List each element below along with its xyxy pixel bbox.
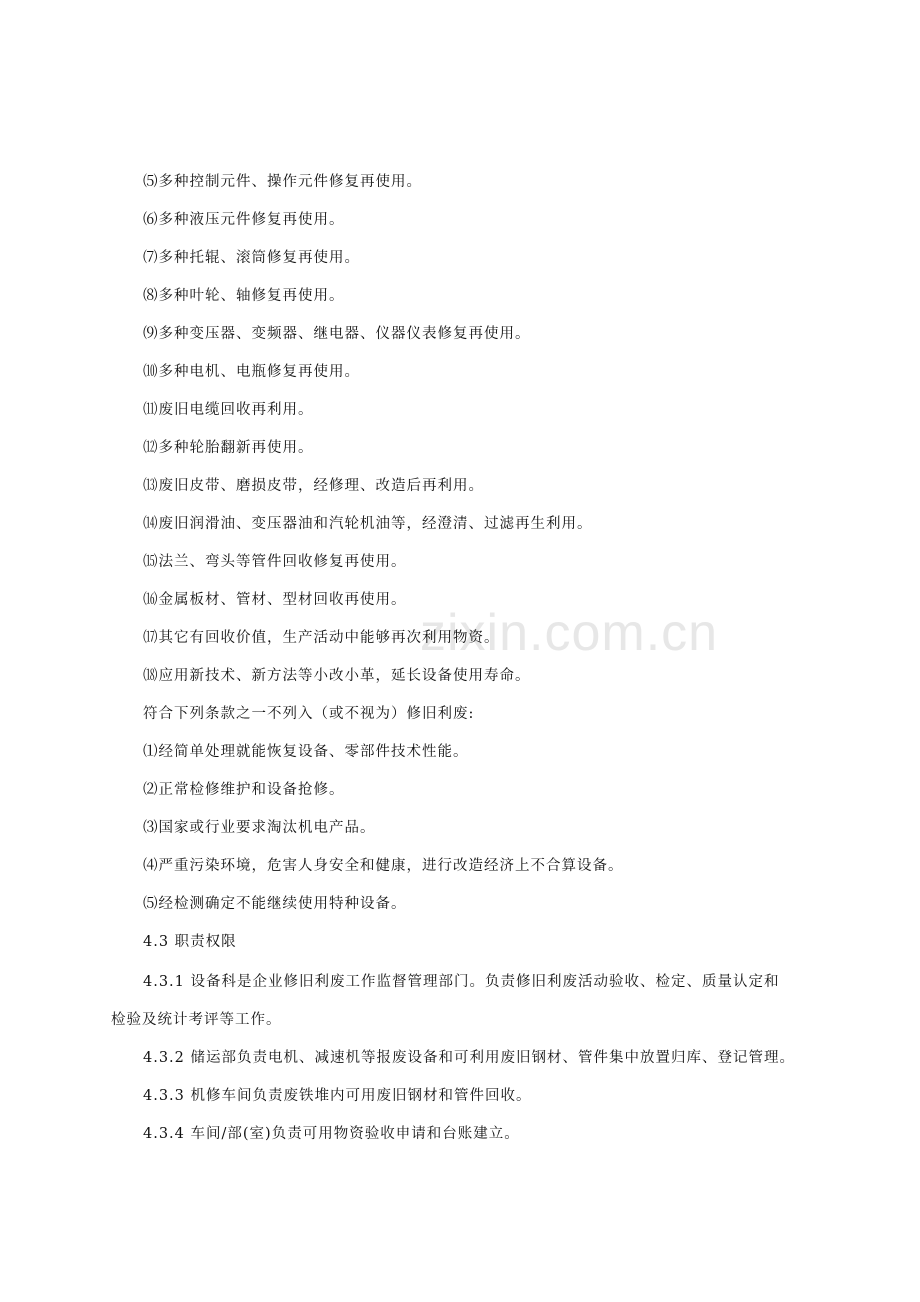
clause-4-3-1: 4.3.1 设备科是企业修旧利废工作监督管理部门。负责修旧利废活动验收、检定、质量认定和 <box>143 974 780 990</box>
list-item-17: ⒄其它有回收价值，生产活动中能够再次利用物资。 <box>143 630 500 646</box>
list-item-7: ⑺多种托辊、滚筒修复再使用。 <box>143 250 360 266</box>
watermark: zixin.com.cn <box>420 604 719 662</box>
list-item-14: ⒁废旧润滑油、变压器油和汽轮机油等，经澄清、过滤再生利用。 <box>143 516 593 532</box>
section-heading-4-3: 4.3 职责权限 <box>143 934 237 950</box>
list-item-11: ⑾废旧电缆回收再利用。 <box>143 402 314 418</box>
exclusion-item-1: ⑴经简单处理就能恢复设备、零部件技术性能。 <box>143 744 469 760</box>
list-item-18: ⒅应用新技术、新方法等小改小革，延长设备使用寿命。 <box>143 668 531 684</box>
clause-4-3-1-continued: 检验及统计考评等工作。 <box>111 1012 282 1028</box>
clause-4-3-2: 4.3.2 储运部负责电机、减速机等报废设备和可利用废旧钢材、管件集中放置归库、登记管理。 <box>143 1050 795 1066</box>
list-item-8: ⑻多种叶轮、轴修复再使用。 <box>143 288 345 304</box>
exclusion-item-5: ⑸经检测确定不能继续使用特种设备。 <box>143 896 407 912</box>
list-item-16: ⒃金属板材、管材、型材回收再使用。 <box>143 592 407 608</box>
clause-4-3-4: 4.3.4 车间/部(室)负责可用物资验收申请和台账建立。 <box>143 1126 520 1142</box>
list-item-13: ⒀废旧皮带、磨损皮带，经修理、改造后再利用。 <box>143 478 484 494</box>
list-item-6: ⑹多种液压元件修复再使用。 <box>143 212 345 228</box>
exclusion-item-4: ⑷严重污染环境，危害人身安全和健康，进行改造经济上不合算设备。 <box>143 858 624 874</box>
exclusion-intro: 符合下列条款之一不列入（或不视为）修旧利废: <box>143 706 475 722</box>
exclusion-item-2: ⑵正常检修维护和设备抢修。 <box>143 782 345 798</box>
list-item-5: ⑸多种控制元件、操作元件修复再使用。 <box>143 174 422 190</box>
clause-4-3-3: 4.3.3 机修车间负责废铁堆内可用废旧钢材和管件回收。 <box>143 1088 532 1104</box>
list-item-15: ⒂法兰、弯头等管件回收修复再使用。 <box>143 554 407 570</box>
exclusion-item-3: ⑶国家或行业要求淘汰机电产品。 <box>143 820 376 836</box>
list-item-12: ⑿多种轮胎翻新再使用。 <box>143 440 314 456</box>
list-item-10: ⑽多种电机、电瓶修复再使用。 <box>143 364 360 380</box>
list-item-9: ⑼多种变压器、变频器、继电器、仪器仪表修复再使用。 <box>143 326 531 342</box>
